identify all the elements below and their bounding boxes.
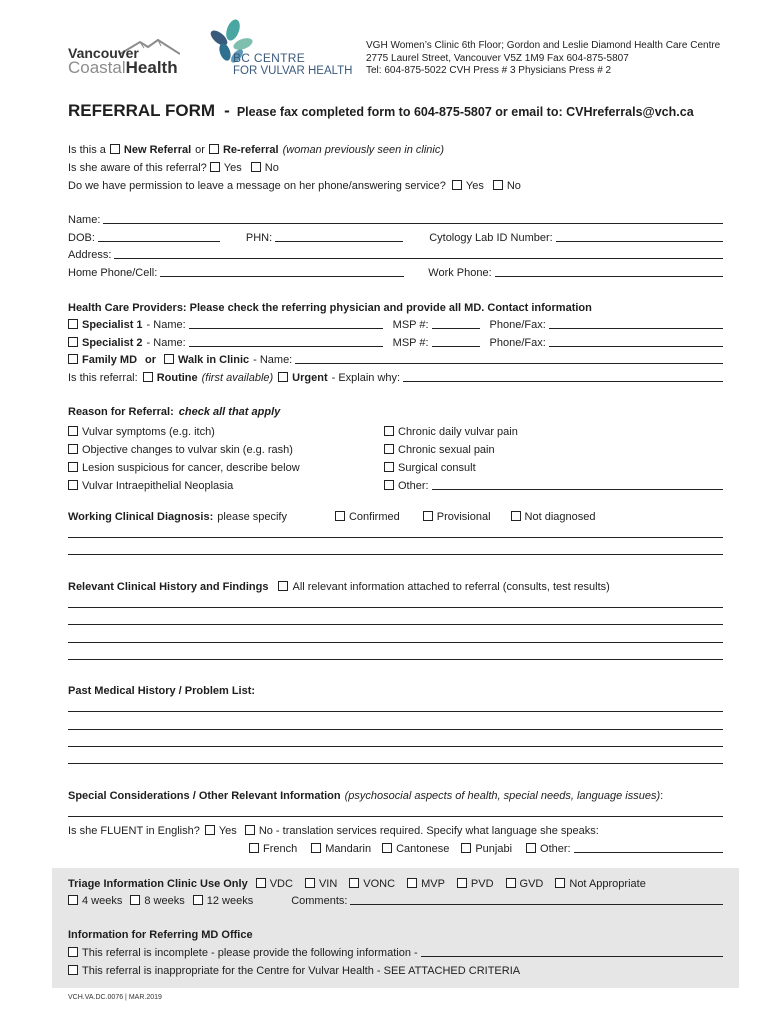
vch-logo-vancouver: Vancouver xyxy=(68,45,139,61)
history-attached-label: All relevant information attached to referral (consults, test results) xyxy=(292,581,610,593)
confirmed-label: Confirmed xyxy=(348,511,400,523)
bc-logo-line1: BC CENTRE xyxy=(233,51,306,65)
bc-logo-line2: FOR VULVAR HEALTH xyxy=(233,65,353,77)
work-phone-label: Work Phone: xyxy=(428,267,492,279)
triage-weeks-row xyxy=(68,891,723,907)
explain-field[interactable] xyxy=(403,381,723,382)
reason-option[interactable] xyxy=(68,438,368,456)
language-mandarin-checkbox[interactable] xyxy=(311,843,321,853)
language-other-field[interactable] xyxy=(574,852,723,853)
history-line[interactable] xyxy=(68,624,723,625)
specialist2-checkbox[interactable] xyxy=(68,337,78,347)
clinic-address xyxy=(366,40,720,78)
pmh-line[interactable] xyxy=(68,729,723,730)
reason-label: Chronic sexual pain xyxy=(398,444,495,456)
pmh-row xyxy=(68,681,723,697)
pmh-line[interactable] xyxy=(68,746,723,747)
aware-yes-checkbox[interactable] xyxy=(210,162,220,172)
diagnosis-line[interactable] xyxy=(68,554,723,555)
triage-comments-field[interactable] xyxy=(350,904,723,905)
patient-address-row xyxy=(68,245,723,261)
triage-mvp-checkbox[interactable] xyxy=(407,878,417,888)
specialist2-name-field[interactable] xyxy=(189,346,383,347)
history-line[interactable] xyxy=(68,659,723,660)
vch-logo-health: Health xyxy=(125,58,178,77)
special-heading: Special Considerations / Other Relevant Information xyxy=(68,790,341,802)
triage-8-weeks-label: 8 weeks xyxy=(144,895,185,907)
family-md-or: or xyxy=(145,354,157,366)
triage-4-weeks-checkbox[interactable] xyxy=(68,895,78,905)
fluent-no-label: No - translation services required. Specify what language she speaks: xyxy=(258,825,599,837)
cytology-label: Cytology Lab ID Number: xyxy=(429,232,553,244)
specialist2-name-label: - Name: xyxy=(146,337,186,349)
language-punjabi-checkbox[interactable] xyxy=(461,843,471,853)
language-mandarin-label: Mandarin xyxy=(325,843,372,855)
history-line[interactable] xyxy=(68,607,723,608)
pmh-heading: Past Medical History / Problem List: xyxy=(68,685,256,697)
aware-no-checkbox[interactable] xyxy=(251,162,261,172)
triage-4-weeks-label: 4 weeks xyxy=(82,895,123,907)
reason-heading: Reason for Referral: xyxy=(68,406,174,418)
reason-checkbox-7[interactable] xyxy=(384,480,394,490)
reason-label: Chronic daily vulvar pain xyxy=(398,426,518,438)
provisional-label: Provisional xyxy=(436,511,491,523)
specialist1-phone-label: Phone/Fax: xyxy=(489,319,546,331)
reason-label: Other: xyxy=(398,480,429,492)
reason-checkbox-4[interactable] xyxy=(384,426,394,436)
diagnosis-heading: Working Clinical Diagnosis: xyxy=(68,511,214,523)
reason-option[interactable] xyxy=(384,456,723,474)
incomplete-checkbox[interactable] xyxy=(68,947,78,957)
specialist2-msp-label: MSP #: xyxy=(392,337,429,349)
special-row xyxy=(68,786,723,802)
triage-not-appropriate-checkbox[interactable] xyxy=(555,878,565,888)
referral-type-prefix: Is this a xyxy=(68,144,106,156)
fluent-no-checkbox[interactable] xyxy=(245,825,255,835)
specialist1-label: Specialist 1 xyxy=(82,319,143,331)
triage-comments-label: Comments: xyxy=(291,895,348,907)
reason-label: Vulvar symptoms (e.g. itch) xyxy=(82,426,215,438)
permission-no-label: No xyxy=(506,180,521,192)
pmh-line[interactable] xyxy=(68,763,723,764)
vch-logo-coastal-health xyxy=(68,58,178,78)
providers-heading: Health Care Providers: Please check the referring physician and provide all MD. Contact information xyxy=(68,302,592,314)
aware-row xyxy=(68,158,723,174)
address-field[interactable] xyxy=(114,258,723,259)
providers-heading-row xyxy=(68,298,723,314)
form-code: VCH.VA.DC.0076 | MAR.2019 xyxy=(68,994,162,1001)
reason-right-column xyxy=(384,420,723,492)
inappropriate-checkbox[interactable] xyxy=(68,965,78,975)
form-title-main: REFERRAL FORM xyxy=(68,101,216,120)
form-title xyxy=(68,101,694,121)
fluent-yes-label: Yes xyxy=(218,825,237,837)
not-diagnosed-checkbox[interactable] xyxy=(511,511,521,521)
routine-note: (first available) xyxy=(201,372,274,384)
reason-heading-note: check all that apply xyxy=(178,406,281,418)
fluent-row xyxy=(68,821,723,837)
walk-in-checkbox[interactable] xyxy=(164,354,174,364)
reason-checkbox-6[interactable] xyxy=(384,462,394,472)
diagnosis-row xyxy=(68,507,723,523)
triage-mvp-label: MVP xyxy=(421,878,445,890)
specialist2-msp-field[interactable] xyxy=(432,346,480,347)
incomplete-row xyxy=(68,943,723,959)
triage-vin-checkbox[interactable] xyxy=(305,878,315,888)
routine-label: Routine xyxy=(156,372,198,384)
specialist1-msp-label: MSP #: xyxy=(392,319,429,331)
history-row xyxy=(68,577,723,593)
walk-in-label: Walk in Clinic xyxy=(178,354,250,366)
permission-yes-label: Yes xyxy=(465,180,484,192)
specialist2-phone-field[interactable] xyxy=(549,346,723,347)
re-referral-label: Re-referral xyxy=(222,144,279,156)
triage-12-weeks-checkbox[interactable] xyxy=(193,895,203,905)
dob-field[interactable] xyxy=(98,241,220,242)
reason-label: Surgical consult xyxy=(398,462,476,474)
routine-checkbox[interactable] xyxy=(143,372,153,382)
or-label: or xyxy=(195,144,205,156)
urgent-label: Urgent xyxy=(292,372,328,384)
reason-heading-row xyxy=(68,402,723,418)
specialist2-label: Specialist 2 xyxy=(82,337,143,349)
reason-checkbox-1[interactable] xyxy=(68,444,78,454)
permission-row xyxy=(68,176,723,192)
triage-vonc-label: VONC xyxy=(363,878,396,890)
is-this-referral-label: Is this referral: xyxy=(68,372,138,384)
phn-field[interactable] xyxy=(275,241,403,242)
diagnosis-line[interactable] xyxy=(68,537,723,538)
reason-option-other[interactable] xyxy=(384,474,723,492)
history-attached-checkbox[interactable] xyxy=(278,581,288,591)
incomplete-field[interactable] xyxy=(421,956,723,957)
urgency-row xyxy=(68,368,723,384)
triage-codes-row xyxy=(68,874,723,890)
reason-label: Lesion suspicious for cancer, describe below xyxy=(82,462,300,474)
specialist1-checkbox[interactable] xyxy=(68,319,78,329)
special-note: (psychosocial aspects of health, special needs, language issues) xyxy=(344,790,661,802)
triage-gvd-label: GVD xyxy=(519,878,544,890)
re-referral-checkbox[interactable] xyxy=(209,144,219,154)
reason-label: Objective changes to vulvar skin (e.g. rash) xyxy=(82,444,293,456)
reason-checkbox-3[interactable] xyxy=(68,480,78,490)
patient-name-label: Name: xyxy=(68,214,101,226)
family-md-label: Family MD xyxy=(82,354,138,366)
triage-12-weeks-label: 12 weeks xyxy=(206,895,254,907)
referral-type-row xyxy=(68,140,723,156)
inappropriate-row xyxy=(68,961,723,977)
triage-vdc-checkbox[interactable] xyxy=(256,878,266,888)
vch-logo xyxy=(68,38,188,78)
reason-option[interactable] xyxy=(68,474,368,492)
triage-vdc-label: VDC xyxy=(269,878,293,890)
language-other-label: Other: xyxy=(540,843,571,855)
triage-pvd-label: PVD xyxy=(470,878,494,890)
new-referral-checkbox[interactable] xyxy=(110,144,120,154)
language-other-checkbox[interactable] xyxy=(526,843,536,853)
office-heading-row xyxy=(68,925,723,941)
language-french-checkbox[interactable] xyxy=(249,843,259,853)
permission-no-checkbox[interactable] xyxy=(493,180,503,190)
history-line[interactable] xyxy=(68,642,723,643)
triage-vonc-checkbox[interactable] xyxy=(349,878,359,888)
walk-in-name-field[interactable] xyxy=(295,363,723,364)
triage-not-appropriate-label: Not Appropriate xyxy=(569,878,646,890)
reason-checkbox-2[interactable] xyxy=(68,462,78,472)
specialist1-phone-field[interactable] xyxy=(549,328,723,329)
language-punjabi-label: Punjabi xyxy=(475,843,513,855)
aware-no-label: No xyxy=(264,162,279,174)
fluent-yes-checkbox[interactable] xyxy=(205,825,215,835)
new-referral-label: New Referral xyxy=(123,144,192,156)
patient-name-field[interactable] xyxy=(103,223,723,224)
language-french-label: French xyxy=(263,843,298,855)
reason-option[interactable] xyxy=(384,420,723,438)
home-phone-field[interactable] xyxy=(160,276,404,277)
special-line[interactable] xyxy=(68,816,723,817)
urgent-checkbox[interactable] xyxy=(278,372,288,382)
triage-heading: Triage Information Clinic Use Only xyxy=(68,878,248,890)
permission-question: Do we have permission to leave a message on her phone/answering service? xyxy=(68,180,446,192)
triage-vin-label: VIN xyxy=(318,878,338,890)
incomplete-label: This referral is incomplete - please provide the following information - xyxy=(82,947,418,959)
reason-checkbox-5[interactable] xyxy=(384,444,394,454)
reason-label: Vulvar Intraepithelial Neoplasia xyxy=(82,480,234,492)
explain-label: - Explain why: xyxy=(331,372,401,384)
patient-dob-row xyxy=(68,228,723,244)
work-phone-field[interactable] xyxy=(495,276,723,277)
aware-question: Is she aware of this referral? xyxy=(68,162,207,174)
triage-gvd-checkbox[interactable] xyxy=(506,878,516,888)
reason-option[interactable] xyxy=(68,420,368,438)
fluent-question: Is she FLUENT in English? xyxy=(68,825,200,837)
home-phone-label: Home Phone/Cell: xyxy=(68,267,158,279)
inappropriate-label: This referral is inappropriate for the Centre for Vulvar Health - SEE ATTACHED CRITERIA xyxy=(82,965,521,977)
triage-8-weeks-checkbox[interactable] xyxy=(130,895,140,905)
reason-option[interactable] xyxy=(384,438,723,456)
specialist1-msp-field[interactable] xyxy=(432,328,480,329)
bc-centre-logo xyxy=(203,18,353,78)
office-heading: Information for Referring MD Office xyxy=(68,929,253,941)
family-md-checkbox[interactable] xyxy=(68,354,78,364)
specialist1-name-label: - Name: xyxy=(146,319,186,331)
reason-left-column xyxy=(68,420,368,492)
address-label: Address: xyxy=(68,249,112,261)
aware-yes-label: Yes xyxy=(223,162,242,174)
language-options-row xyxy=(249,839,723,855)
walk-in-name-label: - Name: xyxy=(253,354,293,366)
form-title-dash: - xyxy=(224,101,230,120)
cytology-field[interactable] xyxy=(556,241,723,242)
re-referral-note: (woman previously seen in clinic) xyxy=(282,144,444,156)
confirmed-checkbox[interactable] xyxy=(335,511,345,521)
address-line-2: 2775 Laurel Street, Vancouver V5Z 1M9 Fax 604-875-5807 xyxy=(366,52,629,64)
family-md-row xyxy=(68,350,723,366)
special-colon: : xyxy=(660,790,664,802)
form-instructions: Please fax completed form to 604-875-5807 or email to: CVHreferrals@vch.ca xyxy=(236,105,694,119)
provisional-checkbox[interactable] xyxy=(423,511,433,521)
reason-option[interactable] xyxy=(68,456,368,474)
reason-other-field[interactable] xyxy=(432,489,723,490)
specialist2-phone-label: Phone/Fax: xyxy=(489,337,546,349)
pmh-line[interactable] xyxy=(68,711,723,712)
vch-logo-coastal: Coastal xyxy=(68,58,126,77)
address-line-1: VGH Women’s Clinic 6th Floor; Gordon and Leslie Diamond Health Care Centre xyxy=(366,40,721,51)
dob-label: DOB: xyxy=(68,232,95,244)
address-line-3: Tel: 604-875-5022 CVH Press # 3 Physicians Press # 2 xyxy=(366,65,612,76)
language-cantonese-checkbox[interactable] xyxy=(382,843,392,853)
history-heading: Relevant Clinical History and Findings xyxy=(68,581,269,593)
patient-phone-row xyxy=(68,263,723,279)
specialist2-row xyxy=(68,333,723,349)
specialist1-row xyxy=(68,315,723,331)
language-cantonese-label: Cantonese xyxy=(396,843,450,855)
permission-yes-checkbox[interactable] xyxy=(452,180,462,190)
phn-label: PHN: xyxy=(245,232,273,244)
specialist1-name-field[interactable] xyxy=(189,328,383,329)
reason-checkbox-0[interactable] xyxy=(68,426,78,436)
diagnosis-note: please specify xyxy=(217,511,287,523)
triage-pvd-checkbox[interactable] xyxy=(457,878,467,888)
not-diagnosed-label: Not diagnosed xyxy=(524,511,596,523)
patient-name-row xyxy=(68,210,723,226)
